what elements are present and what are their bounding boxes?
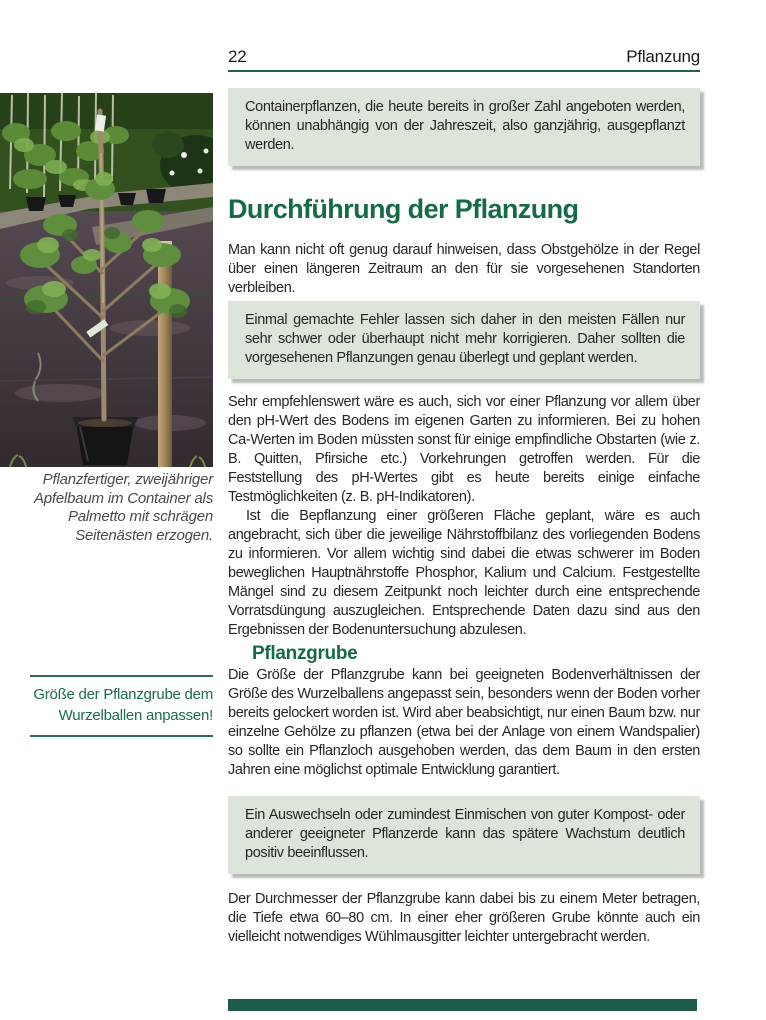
info-box-compost: Ein Auswechseln oder zumindest Einmischen von guter Kompost- oder anderer geeigneter Pflanzerde kann das spätere Wachstum deutlich positiv beeinflussen. [228, 796, 700, 874]
margin-note: Größe der Pflanzgrube dem Wurzelballen anpassen! [30, 675, 213, 737]
paragraph-nutrients: Ist die Bepflanzung einer größeren Fläche geplant, wäre es auch angebracht, sich über die jeweilige Nährstoffbilanz des vorliegenden Bodens zu informieren. Vor allem wichtig sind dabei die etwas schwerer im Boden beweglichen Hauptnährstoffe Phosphor, Kalium und Calcium. Festgestellte Mängel sind zu diesem Zeitpunkt noch leichter durch eine entsprechende Vorratsdüngung auszugleichen. Entsprechende Daten dazu sind aus den Ergebnissen der Bodenuntersuchung abzulesen. [228, 508, 700, 638]
photo-caption: Pflanzfertiger, zweijähriger Apfelbaum im Container als Palmetto mit schrägen Seitenästen erzogen. [33, 471, 213, 544]
page-header [228, 47, 700, 72]
running-head: Pflanzung [626, 47, 700, 66]
chapter-title: Durchführung der Pflanzung [228, 194, 579, 224]
nursery-photo-illustration [0, 93, 213, 467]
paragraph-pit-size: Die Größe der Pflanzgrube kann bei geeigneten Bodenverhältnissen der Größe des Wurzelballens angepasst sein, besonders wenn der Boden vorher bereits gelockert worden ist. Wird aber beabsichtigt, nur einen Baum bzw. nur einzelne Gehölze zu pflanzen (etwa bei der Anlage von einem Wandspalier) so sollte ein Pflanzloch ausgehoben werden, das dem Baum in den ersten Jahren eine möglichst optimale Entwicklung garantiert. [228, 667, 700, 778]
nursery-photo [0, 93, 213, 467]
paragraph-block-soil [228, 393, 700, 640]
info-box-mistakes: Einmal gemachte Fehler lassen sich daher in den meisten Fällen nur sehr schwer oder überhaupt nicht mehr korrigieren. Daher sollten die vorgesehenen Pflanzungen genau überlegt und geplant werden. [228, 301, 700, 379]
page-number: 22 [228, 47, 247, 66]
paragraph-pit-dimensions: Der Durchmesser der Pflanzgrube kann dabei bis zu einem Meter betragen, die Tiefe etwa 60–80 cm. In einer eher größeren Grube könnte auch ein vielleicht notwendiges Wühlmausgitter leichter untergebracht werden. [228, 891, 700, 945]
paragraph-ph-value: Sehr empfehlenswert wäre es auch, sich vor einer Pflanzung vor allem über den pH-Wert des Bodens im eigenen Garten zu informieren. Bei zu hohen Ca-Werten im Boden müssten sonst für einige empfindliche Obstarten (wie z. B. Quitten, Pfirsiche etc.) Vorkehrungen getroffen werden. Für die Feststellung des pH-Wertes gibt es heute bereits einige einfache Testmöglichkeiten (z. B. pH-Indikatoren). [228, 394, 700, 505]
info-box-container-plants: Containerpflanzen, die heute bereits in großer Zahl angeboten werden, können unabhängig von der Jahreszeit, also ganzjährig, ausgepflanzt werden. [228, 88, 700, 166]
footer-rule-bar [228, 999, 697, 1011]
paragraph-intro: Man kann nicht oft genug darauf hinweisen, dass Obstgehölze in der Regel über einen längeren Zeitraum an den für sie vorgesehenen Standorten verbleiben. [228, 242, 700, 296]
section-heading-pflanzgrube: Pflanzgrube [252, 643, 358, 664]
